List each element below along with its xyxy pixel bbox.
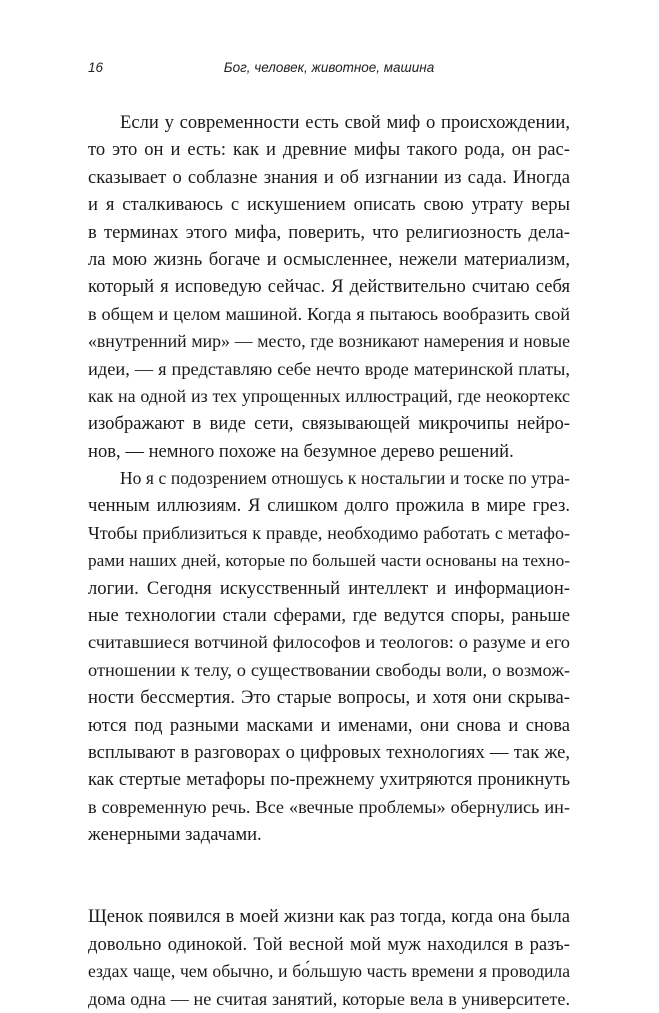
text-line: и я сталкиваюсь с искушением описать свою утрату веры bbox=[88, 194, 570, 216]
text-line: логии. Сегодня искусственный интеллект и информацион- bbox=[88, 577, 570, 599]
running-head bbox=[88, 60, 570, 80]
paragraph bbox=[88, 465, 570, 848]
text-line: Но я с подозрением отношусь к ностальгии и тоске по утра- bbox=[120, 468, 570, 489]
text-line: дома одна — не считая занятий, которые вела в университете. bbox=[88, 988, 570, 1009]
paragraph bbox=[88, 903, 570, 1013]
section-break bbox=[88, 849, 570, 904]
text-line: нов, — немного похоже на безумное дерево решений. bbox=[88, 440, 514, 462]
text-line: идеи, — я представляю себе нечто вроде материнской платы, bbox=[88, 358, 570, 379]
text-line: довольно одинокой. Той весной мой муж находился в разъ- bbox=[88, 933, 570, 955]
text-line: всплывают в разговорах о цифровых технологиях — так же, bbox=[88, 741, 570, 763]
text-line: в терминах этого мифа, поверить, что религиозность дела- bbox=[88, 221, 570, 243]
text-line: как стертые метафоры по-прежнему ухитряются проникнуть bbox=[88, 769, 570, 790]
text-line: который я исповедую сейчас. Я действительно считаю себя bbox=[88, 276, 570, 298]
text-line: ченным иллюзиям. Я слишком долго прожила в мире грез. bbox=[88, 495, 570, 517]
text-line: «внутренний мир» — место, где возникают намерения и новые bbox=[88, 331, 570, 352]
text-line: ные технологии стали сферами, где ведутся споры, раньше bbox=[88, 605, 570, 627]
text-line: как на одной из тех упрощенных иллюстраций, где неокортекс bbox=[88, 385, 570, 406]
text-line: изображают в виде сети, связывающей микрочипы нейро- bbox=[88, 413, 570, 435]
text-line: ности бессмертия. Это старые вопросы, и хотя они скрыва- bbox=[88, 687, 570, 709]
text-line: Чтобы приблизиться к правде, необходимо работать с метафо- bbox=[88, 522, 570, 543]
body-text bbox=[88, 109, 570, 1013]
book-title: Бог, человек, животное, машина bbox=[223, 60, 435, 75]
text-line: женерными задачами. bbox=[88, 824, 262, 846]
text-line: в общем и целом машиной. Когда я пытаюсь вообразить свой bbox=[88, 303, 570, 324]
text-line: Щенок появился в моей жизни как раз тогда, когда она была bbox=[88, 906, 570, 928]
text-line: отношении к телу, о существовании свободы воли, о возмож- bbox=[88, 659, 570, 680]
text-line: ются под разными масками и именами, они снова и снова bbox=[88, 714, 570, 736]
text-line: сказывает о соблазне знания и об изгнании из сада. Иногда bbox=[88, 166, 570, 188]
text-line: рами наших дней, которые по большей части основаны на техно- bbox=[88, 551, 570, 571]
text-line: в современную речь. Все «вечные проблемы» обернулись ин- bbox=[88, 796, 570, 817]
page-number: 16 bbox=[88, 60, 104, 75]
text-line: то это он и есть: как и древние мифы такого рода, он рас- bbox=[88, 139, 570, 161]
paragraph bbox=[88, 109, 570, 465]
text-line: Если у современности есть свой миф о происхождении, bbox=[120, 112, 570, 133]
text-line: ездах чаще, чем обычно, и бо́льшую часть времени я проводила bbox=[88, 961, 570, 982]
text-line: считавшиеся вотчиной философов и теологов: о разуме и его bbox=[88, 632, 570, 653]
text-line: ла мою жизнь богаче и осмысленнее, нежели материализм, bbox=[88, 248, 570, 270]
